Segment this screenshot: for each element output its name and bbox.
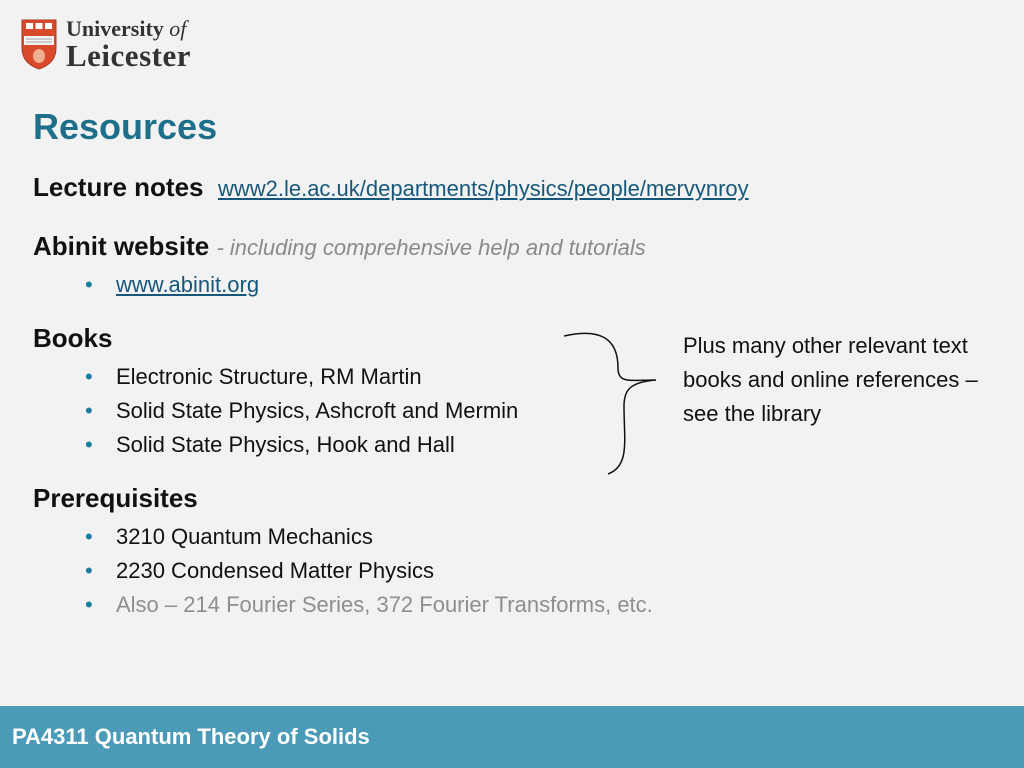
slide-title: Resources	[33, 106, 218, 147]
list-item: • Also – 214 Fourier Series, 372 Fourier Transforms, etc.	[83, 588, 653, 622]
lecture-notes-link[interactable]: www2.le.ac.uk/departments/physics/people/mervynroy	[217, 176, 749, 201]
books-list	[83, 360, 518, 462]
lecture-notes-heading: Lecture notes	[33, 172, 204, 202]
list-item: • 3210 Quantum Mechanics	[83, 520, 653, 554]
logo-leicester-text: Leicester	[66, 38, 191, 73]
logo-university-text: University of	[66, 16, 187, 41]
abinit-link[interactable]: www.abinit.org	[116, 272, 260, 297]
abinit-heading: Abinit website	[33, 231, 210, 261]
list-item	[83, 268, 259, 302]
prerequisites-heading: Prerequisites	[33, 483, 198, 513]
footer-course-title: PA4311 Quantum Theory of Solids	[12, 724, 370, 749]
abinit-note: - including comprehensive help and tutorials	[216, 235, 646, 260]
list-item: • 2230 Condensed Matter Physics	[83, 554, 653, 588]
side-note: Plus many other relevant text books and online references – see the library	[683, 333, 978, 426]
university-logo	[20, 16, 230, 74]
books-heading: Books	[33, 323, 113, 353]
footer-bar	[0, 706, 1024, 768]
prerequisites-list	[83, 520, 653, 622]
lecture-notes-row	[33, 172, 749, 203]
list-item: • Solid State Physics, Hook and Hall	[83, 428, 518, 462]
university-crest-icon	[20, 18, 58, 70]
abinit-list	[83, 268, 259, 302]
abinit-row	[33, 231, 646, 262]
curly-brace-icon	[560, 328, 670, 478]
list-item: • Solid State Physics, Ashcroft and Mermin	[83, 394, 518, 428]
list-item: • Electronic Structure, RM Martin	[83, 360, 518, 394]
